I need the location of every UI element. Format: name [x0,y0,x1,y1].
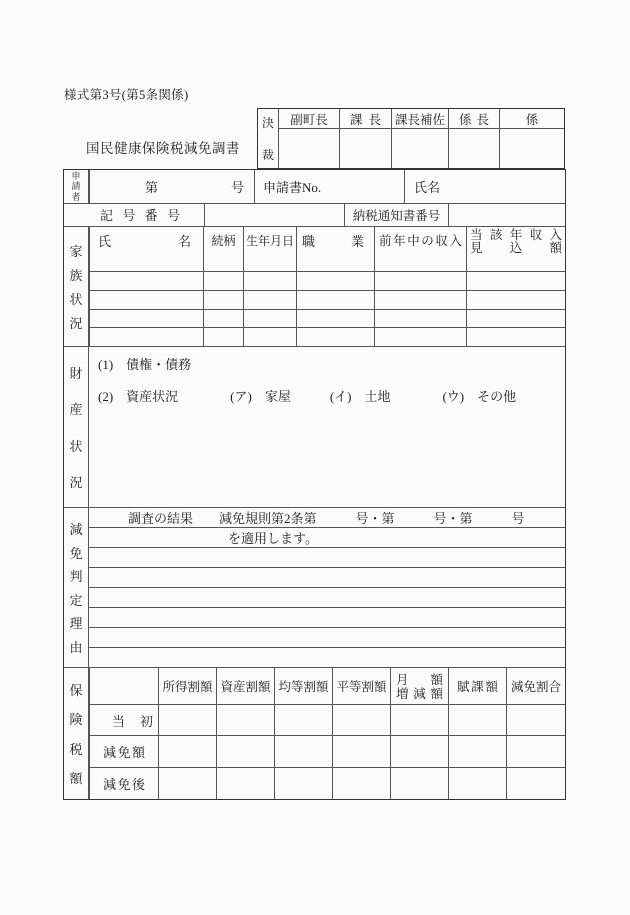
property-status-label: 財 産 状 況 [64,347,89,508]
tax-col-monthly-change-line2: 増 減 額 [396,686,443,701]
approval-grid [279,109,564,168]
approval-table [257,108,565,169]
tax-cell [448,705,506,736]
tax-cell [448,736,506,767]
tax-col-asset: 資産割額 [216,668,274,704]
judgement-section [64,507,565,667]
applicant-row [64,170,565,203]
family-col-name: 氏 名 [89,227,203,254]
family-cell [203,254,243,272]
tax-cell [158,705,216,736]
tax-cell [506,705,565,736]
family-empty-row [89,327,565,346]
applicant-name-label: 氏名 [404,170,565,203]
family-header-row [89,227,565,254]
family-status-label: 家 族 状 況 [64,227,89,346]
approval-header-row [279,109,564,129]
tax-cell [158,736,216,767]
judgement-label: 減 免 判 定 理 由 [64,508,89,667]
family-cell [374,310,466,328]
tax-cell [390,768,448,799]
family-col-expected-income [466,227,565,254]
tax-row-reduction-label: 減 免 額 [89,736,158,767]
family-cell [374,328,466,346]
approval-col-deputy-mayor: 副町長 [290,112,328,127]
approval-label: 決 裁 [258,109,279,168]
approval-col-staff: 係 [499,109,564,128]
family-col-expected-income-line2: 見 込 額 [470,240,562,254]
judgement-apply-line: を適用します。 [89,527,565,547]
approval-col-assistant-chief: 課長補佐 [391,109,448,128]
tax-cell [216,768,274,799]
tax-col-monthly-change [390,668,448,704]
family-col-prev-income: 前 年 中 の 収 入 [374,227,466,254]
tax-cell [332,705,390,736]
tax-row-reduction [89,735,565,767]
approval-stamp-cell [391,129,448,168]
judgement-empty-row [89,647,565,667]
tax-header-row [89,668,565,704]
tax-cell [274,768,332,799]
judgement-empty-row [89,587,565,607]
applicant-number-suffix: 号 [230,179,244,195]
judgement-empty-row [89,547,565,567]
family-cell [203,310,243,328]
tax-col-levy: 賦 課 額 [448,668,506,704]
family-empty-row [89,309,565,328]
tax-cell [216,705,274,736]
property-line-assets: (2) 資産状況 (ア) 家屋 (イ) 土地 (ウ) その他 [98,388,517,404]
judgement-empty-row [89,607,565,627]
tax-cell [274,736,332,767]
tax-row-after [89,767,565,799]
family-status-table [89,227,565,346]
family-cell [243,291,296,309]
family-cell [89,254,203,272]
tax-cell [390,705,448,736]
family-col-occupation: 職 業 [296,227,374,254]
tax-cell [274,705,332,736]
main-form-table [63,169,566,800]
tax-col-per-household: 平等割額 [332,668,390,704]
family-cell [466,272,565,290]
insurance-tax-table [89,668,565,799]
applicant-number-cell [89,170,254,203]
tax-cell [332,768,390,799]
family-status-section [64,226,565,346]
property-line-debts: (1) 債権・債務 [98,356,192,372]
family-cell [203,291,243,309]
tax-row-initial [89,704,565,736]
family-cell [466,328,565,346]
family-cell [89,310,203,328]
tax-cell [506,768,565,799]
judgement-empty-row [89,627,565,647]
judgement-content [89,508,565,667]
family-cell [243,310,296,328]
family-body [89,254,565,346]
page-title: 国民健康保険税減免調書 [86,141,240,156]
family-empty-row [89,290,565,309]
approval-col-unit-chief: 係 長 [448,109,499,128]
family-col-birthdate: 生年月日 [243,227,296,254]
tax-cell [390,736,448,767]
family-cell [296,291,374,309]
family-cell [89,328,203,346]
code-number-label: 記 号 番 号 [100,208,180,224]
family-cell [466,310,565,328]
applicant-number-prefix: 第 [145,179,159,195]
judgement-empty-row [89,567,565,587]
family-empty-row [89,254,565,272]
approval-stamp-cell [499,129,564,168]
family-cell [466,254,565,272]
tax-row-after-label: 減 免 後 [89,768,158,799]
tax-notice-number-value-cell [448,204,565,226]
judgement-result-line: 調査の結果 減免規則第2条第 号・第 号・第 号 [128,511,525,527]
insurance-tax-label: 保 険 税 額 [64,668,89,799]
family-cell [203,272,243,290]
family-cell [466,291,565,309]
family-empty-row [89,271,565,290]
property-status-content [89,347,565,508]
tax-col-per-capita: 均等割額 [274,668,332,704]
approval-stamp-cell [448,129,499,168]
family-cell [374,254,466,272]
tax-cell [506,736,565,767]
family-col-relation: 続柄 [203,227,243,254]
tax-corner-cell [89,668,158,704]
property-status-section [64,346,565,508]
tax-col-reduction-rate: 減免割合 [506,668,565,704]
code-number-value-cell [204,204,344,226]
tax-cell [332,736,390,767]
tax-cell [158,768,216,799]
approval-col-section-chief: 課 長 [339,109,391,128]
family-cell [243,328,296,346]
approval-stamp-cell [339,129,391,168]
tax-row-initial-label: 当 初 [89,705,158,736]
form-number: 様式第3号(第5条関係) [64,88,189,102]
family-cell [243,272,296,290]
code-number-row [64,203,565,226]
family-cell [296,272,374,290]
family-col-expected-income-line1: 当 該 年 収 入 [470,227,562,242]
family-cell [203,328,243,346]
tax-col-income: 所得割額 [158,668,216,704]
approval-stamp-cell [279,129,339,168]
family-cell [89,291,203,309]
approval-stamp-row [279,129,564,168]
family-cell [89,272,203,290]
tax-cell [216,736,274,767]
application-no-label: 申請書No. [254,170,404,203]
family-cell [374,272,466,290]
family-cell [374,291,466,309]
tax-col-monthly-change-line1: 月 額 [396,672,443,687]
applicant-label: 申 請 者 [64,170,89,203]
tax-notice-number-label: 納税通知書番号 [344,204,448,226]
family-cell [243,254,296,272]
family-cell [296,328,374,346]
tax-cell [448,768,506,799]
family-cell [296,310,374,328]
family-cell [296,254,374,272]
insurance-tax-section [64,667,565,799]
